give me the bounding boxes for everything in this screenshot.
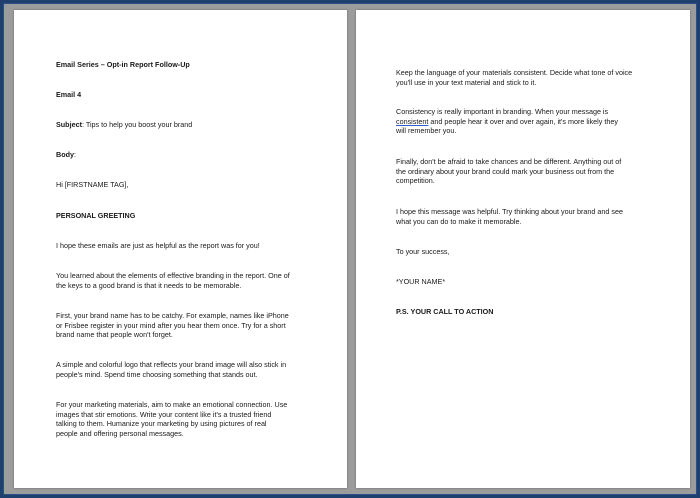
body-label: Body [56,150,74,159]
closing-line: To your success, [396,247,450,256]
signature-line: *YOUR NAME* [396,277,446,286]
paragraph-1: I hope these emails are just as helpful as the report was for you! [56,241,260,250]
subject-label: Subject [56,120,82,129]
paragraph-5: For your marketing materials, aim to make an emotional connection. Use images that stir emotions. Write your content like it's a trusted friend talking to them. Humanize your marketing by using pictures of real people and offering personal messages. [56,400,288,438]
body-colon: : [73,150,76,159]
paragraph-6: Keep the language of your materials consistent. Decide what tone of voice you'll use in your text material and stick to it. [396,68,633,87]
email-series-heading: Email Series – Opt-in Report Follow-Up [56,60,190,69]
paragraph-8: Finally, don't be afraid to take chances and be different. Anything out of the ordinary about your brand could mark your business out from the competition. [396,157,622,186]
subject-text: : Tips to help you boost your brand [81,120,193,129]
paragraph-9: I hope this message was helpful. Try thinking about your brand and see what you can do to make it memorable. [396,207,623,226]
paragraph-7 [396,107,658,136]
document-page-2 [356,10,690,488]
body-line [56,150,326,160]
paragraph-7-end: and people hear it over and over again, it's more likely they will remember you. [396,116,618,136]
paragraph-4: A simple and colorful logo that reflects your brand image will also stick in people's mind. Spend time choosing something that stands out. [56,360,287,379]
spellcheck-word[interactable]: consistent [396,116,429,126]
email-number: Email 4 [56,90,82,99]
document-page-1 [14,10,347,488]
paragraph-7-start: Consistency is really important in branding. When your message is [396,107,609,116]
personal-greeting-heading: PERSONAL GREETING [56,211,136,220]
document-viewer[interactable] [3,3,697,495]
paragraph-3: First, your brand name has to be catchy. For example, names like iPhone or Frisbee register in your mind after you hear them once. Try for a short brand name that people won't forget. [56,311,289,340]
greeting-line: Hi [FIRSTNAME TAG], [56,180,129,189]
subject-line [56,120,326,130]
ps-call-to-action: P.S. YOUR CALL TO ACTION [396,307,494,316]
paragraph-2: You learned about the elements of effective branding in the report. One of the keys to a good brand is that it needs to be memorable. [56,271,290,290]
